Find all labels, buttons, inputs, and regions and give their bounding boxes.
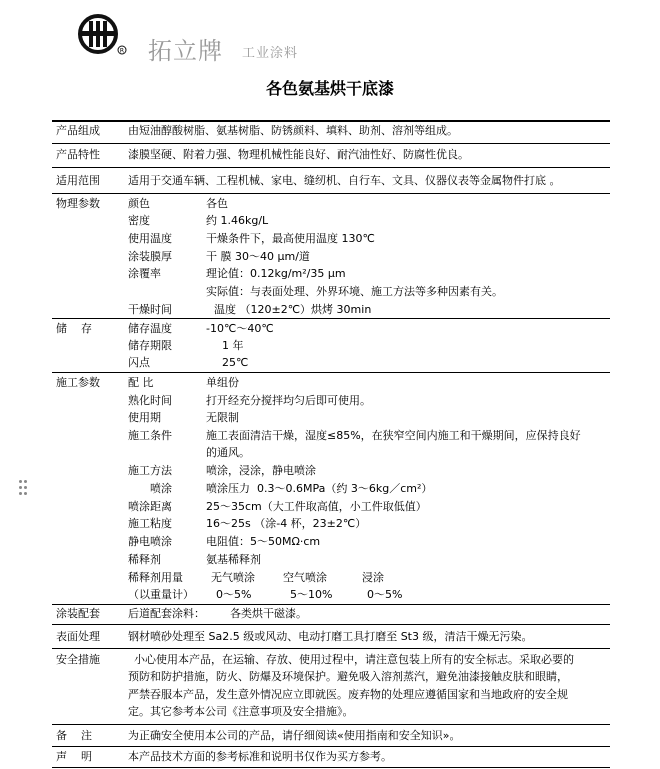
param-value: 理论值：0.12kg/m²/35 µm xyxy=(206,267,346,280)
param-value: 单组份 xyxy=(206,376,239,389)
param-key: 配 比 xyxy=(128,376,154,389)
brand-subtitle: 工业涂料 xyxy=(242,46,299,61)
param-key: （以重量计） xyxy=(128,588,194,601)
section-label: 表面处理 xyxy=(56,630,100,643)
param-key: 喷涂 xyxy=(150,482,172,495)
section-label: 产品组成 xyxy=(56,124,100,137)
param-value: 干燥条件下，最高使用温度 130℃ xyxy=(206,232,375,245)
param-value: 打开经充分搅拌均匀后即可使用。 xyxy=(206,394,371,407)
param-key: 施工方法 xyxy=(128,464,172,477)
param-key: 涂覆率 xyxy=(128,267,161,280)
param-value: 0～5% xyxy=(216,588,252,601)
param-key: 储存期限 xyxy=(128,339,172,352)
param-key: 稀释剂用量 xyxy=(128,571,183,584)
param-value: 空气喷涂 xyxy=(283,571,327,584)
divider xyxy=(52,318,610,319)
param-key: 后道配套涂料： xyxy=(128,607,205,620)
svg-text:R: R xyxy=(119,47,125,55)
divider xyxy=(52,648,610,649)
section-label: 适用范围 xyxy=(56,174,100,187)
param-value: 无气喷涂 xyxy=(211,571,255,584)
param-value: 电阻值：5～50MΩ·cm xyxy=(206,535,321,548)
param-value: 各色 xyxy=(206,197,228,210)
divider xyxy=(52,746,610,747)
section-label: 施工参数 xyxy=(56,376,100,389)
divider xyxy=(52,143,610,144)
safety-line: 预防和防护措施，防火、防爆及环境保护。避免吸入溶剂蒸汽，避免油漆接触皮肤和眼睛， xyxy=(128,670,568,683)
param-key: 闪点 xyxy=(128,356,150,369)
param-value: 5～10% xyxy=(290,588,333,601)
param-value: 施工表面清洁干燥，湿度≤85%，在狭窄空间内施工和干燥期间，应保持良好 xyxy=(206,429,581,442)
param-value: 25～35cm（大工件取高值，小工件取低值） xyxy=(206,500,427,513)
section-label: 安全措施 xyxy=(56,653,100,666)
section-label: 涂装配套 xyxy=(56,607,100,620)
page-title: 各色氨基烘干底漆 xyxy=(265,79,394,98)
section-label: 储 存 xyxy=(56,322,92,335)
param-key: 施工粘度 xyxy=(128,517,172,530)
param-value: 16～25s （涂-4 杯，23±2℃） xyxy=(206,517,367,530)
param-key: 颜色 xyxy=(128,197,150,210)
safety-line: 小心使用本产品，在运输、存放、使用过程中，请注意包装上所有的安全标志。采取必要的 xyxy=(134,653,574,666)
param-value: 1 年 xyxy=(222,339,244,352)
divider xyxy=(52,193,610,194)
param-value: 喷涂压力 0.3～0.6MPa（约 3～6kg／cm²） xyxy=(206,482,433,495)
param-value: 喷涂，浸涂，静电喷涂 xyxy=(206,464,316,477)
statement-text: 本产品技术方面的参考标准和说明书仅作为买方参考。 xyxy=(128,750,392,763)
param-key: 干燥时间 xyxy=(128,303,172,316)
param-value: 约 1.46kg/L xyxy=(206,214,269,227)
param-value: 实际值：与表面处理、外界环境、施工方法等多种因素有关。 xyxy=(206,285,503,298)
safety-line: 严禁吞服本产品，发生意外情况应立即就医。废弃物的处理应遵循国家和当地政府的安全规 xyxy=(128,688,568,701)
param-value: -10℃～40℃ xyxy=(206,322,274,335)
divider xyxy=(52,604,610,605)
param-value: 氨基稀释剂 xyxy=(206,553,261,566)
brand-name: 拓立牌 xyxy=(148,37,223,65)
section-label: 物理参数 xyxy=(56,197,100,210)
divider xyxy=(52,767,610,768)
param-value: 浸涂 xyxy=(362,571,384,584)
param-value: 无限制 xyxy=(206,411,239,424)
param-key: 稀释剂 xyxy=(128,553,161,566)
remark-text: 为正确安全使用本公司的产品，请仔细阅读«使用指南和安全知识»。 xyxy=(128,729,461,742)
param-value: 干 膜 30～40 µm/道 xyxy=(206,250,310,263)
section-label: 声 明 xyxy=(56,750,92,763)
surface-text: 钢材喷砂处理至 Sa2.5 级或风动、电动打磨工具打磨至 St3 级，清洁干燥无污染。 xyxy=(128,630,533,643)
param-key: 使用温度 xyxy=(128,232,172,245)
param-key: 施工条件 xyxy=(128,429,172,442)
divider xyxy=(52,372,610,373)
divider xyxy=(52,167,610,168)
param-key: 储存温度 xyxy=(128,322,172,335)
param-value: 各类烘干磁漆。 xyxy=(230,607,307,620)
param-value: 25℃ xyxy=(222,356,249,369)
section-label: 备 注 xyxy=(56,729,92,742)
divider xyxy=(52,724,610,725)
composition-text: 由短油醇酸树脂、氨基树脂、防锈颜料、填料、助剂、溶剂等组成。 xyxy=(128,124,458,137)
scope-text: 适用于交通车辆、工程机械、家电、缝纫机、自行车、文具、仪器仪表等金属物件打底 。 xyxy=(128,174,561,187)
section-label: 产品特性 xyxy=(56,148,100,161)
divider xyxy=(52,120,610,122)
param-key: 熟化时间 xyxy=(128,394,172,407)
param-key: 静电喷涂 xyxy=(128,535,172,548)
param-key: 涂装膜厚 xyxy=(128,250,172,263)
param-key: 密度 xyxy=(128,214,150,227)
divider xyxy=(52,624,610,625)
properties-text: 漆膜坚硬、附着力强、物理机械性能良好、耐汽油性好、防腐性优良。 xyxy=(128,148,469,161)
safety-line: 定。其它参考本公司《注意事项及安全措施》。 xyxy=(128,705,354,718)
param-key: 使用期 xyxy=(128,411,161,424)
param-value: 0～5% xyxy=(367,588,403,601)
param-key: 喷涂距离 xyxy=(128,500,172,513)
param-value: 的通风。 xyxy=(206,446,250,459)
param-value: 温度 （120±2℃）烘烤 30min xyxy=(214,303,372,316)
